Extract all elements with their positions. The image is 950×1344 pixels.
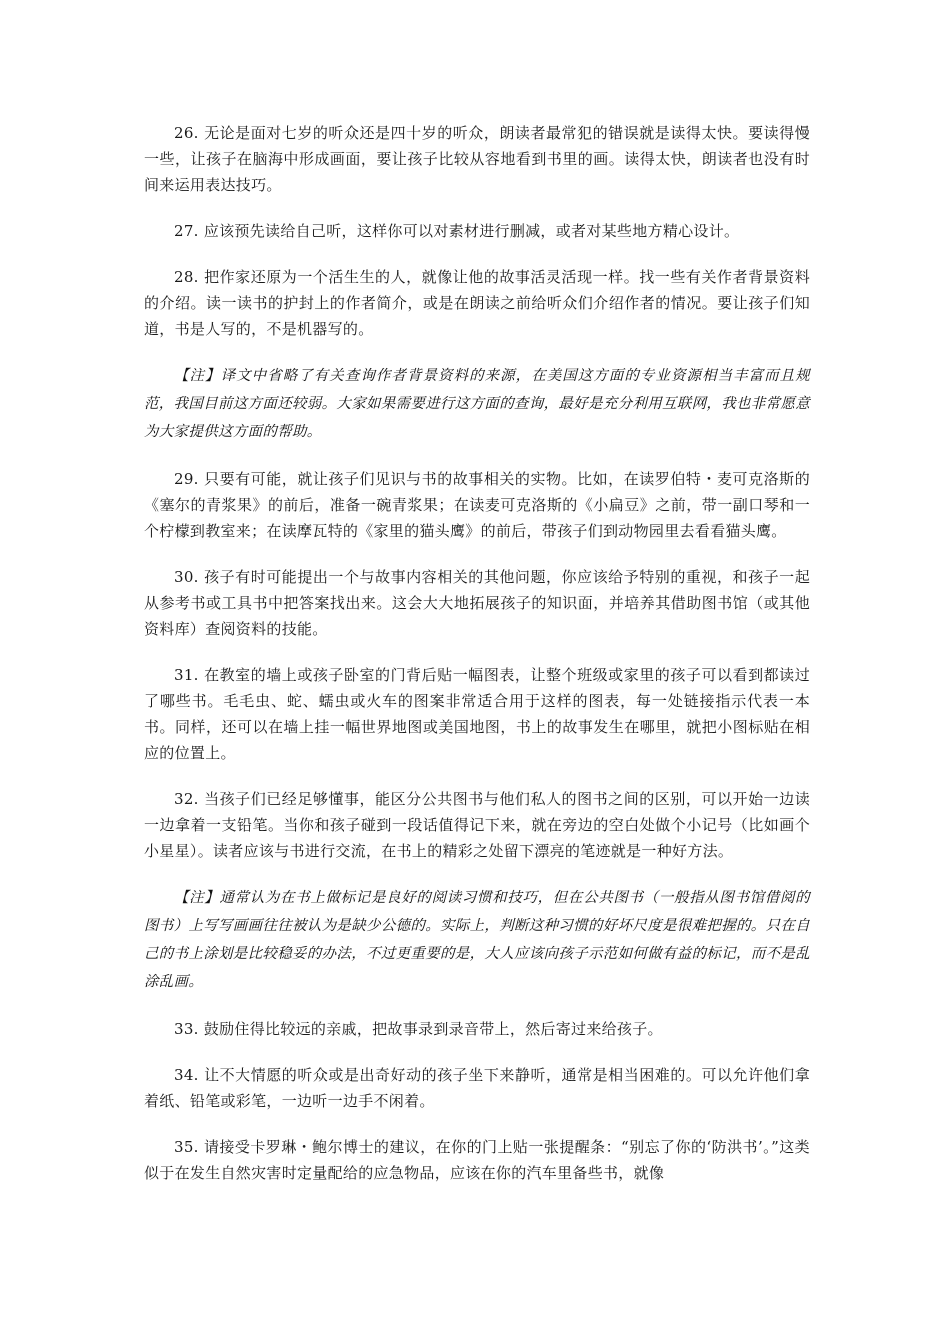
paragraph-28: 28. 把作家还原为一个活生生的人，就像让他的故事活灵活现一样。找一些有关作者背景资料的介绍。读一读书的护封上的作者简介，或是在朗读之前给听众们介绍作者的情况。要让孩子们知道，书是人写的，不是机器写的。 xyxy=(144,268,810,338)
paragraph-27: 27. 应该预先读给自己听，这样你可以对素材进行删减，或者对某些地方精心设计。 xyxy=(174,222,740,240)
paragraph-29: 29. 只要有可能，就让孩子们见识与书的故事相关的实物。比如，在读罗伯特・麦可克洛斯的《塞尔的青浆果》的前后，准备一碗青浆果；在读麦可克洛斯的《小扁豆》之前，带一副口琴和一个柠檬到教室来；在读摩瓦特的《家里的猫头鹰》的前后，带孩子们到动物园里去看看猫头鹰。 xyxy=(144,470,810,540)
paragraph-31: 31. 在教室的墙上或孩子卧室的门背后贴一幅图表，让整个班级或家里的孩子可以看到都读过了哪些书。毛毛虫、蛇、蠕虫或火车的图案非常适合用于这样的图表，每一处链接指示代表一本书。同样，还可以在墙上挂一幅世界地图或美国地图，书上的故事发生在哪里，就把小图标贴在相应的位置上。 xyxy=(144,666,810,762)
translator-note-1: 【注】译文中省略了有关查询作者背景资料的来源，在美国这方面的专业资源相当丰富而且规范，我国目前这方面还较弱。大家如果需要进行这方面的查询，最好是充分利用互联网，我也非常愿意为大家提供这方面的帮助。 xyxy=(144,368,810,440)
paragraph-35: 35. 请接受卡罗琳・鲍尔博士的建议，在你的门上贴一张提醒条：“别忘了你的‘防洪书’。”这类似于在发生自然灾害时定量配给的应急物品，应该在你的汽车里备些书，就像 xyxy=(144,1138,810,1182)
paragraph-30: 30. 孩子有时可能提出一个与故事内容相关的其他问题，你应该给予特别的重视，和孩子一起从参考书或工具书中把答案找出来。这会大大地拓展孩子的知识面，并培养其借助图书馆（或其他资料库）查阅资料的技能。 xyxy=(144,568,810,638)
paragraph-34: 34. 让不大情愿的听众或是出奇好动的孩子坐下来静听，通常是相当困难的。可以允许他们拿着纸、铅笔或彩笔，一边听一边手不闲着。 xyxy=(144,1066,810,1110)
paragraph-26: 26. 无论是面对七岁的听众还是四十岁的听众，朗读者最常犯的错误就是读得太快。要读得慢一些，让孩子在脑海中形成画面，要让孩子比较从容地看到书里的画。读得太快，朗读者也没有时间来运用表达技巧。 xyxy=(144,124,810,194)
document-body xyxy=(144,120,810,1206)
translator-note-2: 【注】通常认为在书上做标记是良好的阅读习惯和技巧，但在公共图书（一般指从图书馆借阅的图书）上写写画画往往被认为是缺少公德的。实际上，判断这种习惯的好坏尺度是很难把握的。只在自己的书上涂划是比较稳妥的办法，不过更重要的是，大人应该向孩子示范如何做有益的标记，而不是乱涂乱画。 xyxy=(144,890,810,990)
paragraph-32: 32. 当孩子们已经足够懂事，能区分公共图书与他们私人的图书之间的区别，可以开始一边读一边拿着一支铅笔。当你和孩子碰到一段话值得记下来，就在旁边的空白处做个小记号（比如画个小星星）。读者应该与书进行交流，在书上的精彩之处留下漂亮的笔迹就是一种好方法。 xyxy=(144,790,810,860)
paragraph-33: 33. 鼓励住得比较远的亲戚，把故事录到录音带上，然后寄过来给孩子。 xyxy=(174,1020,663,1038)
